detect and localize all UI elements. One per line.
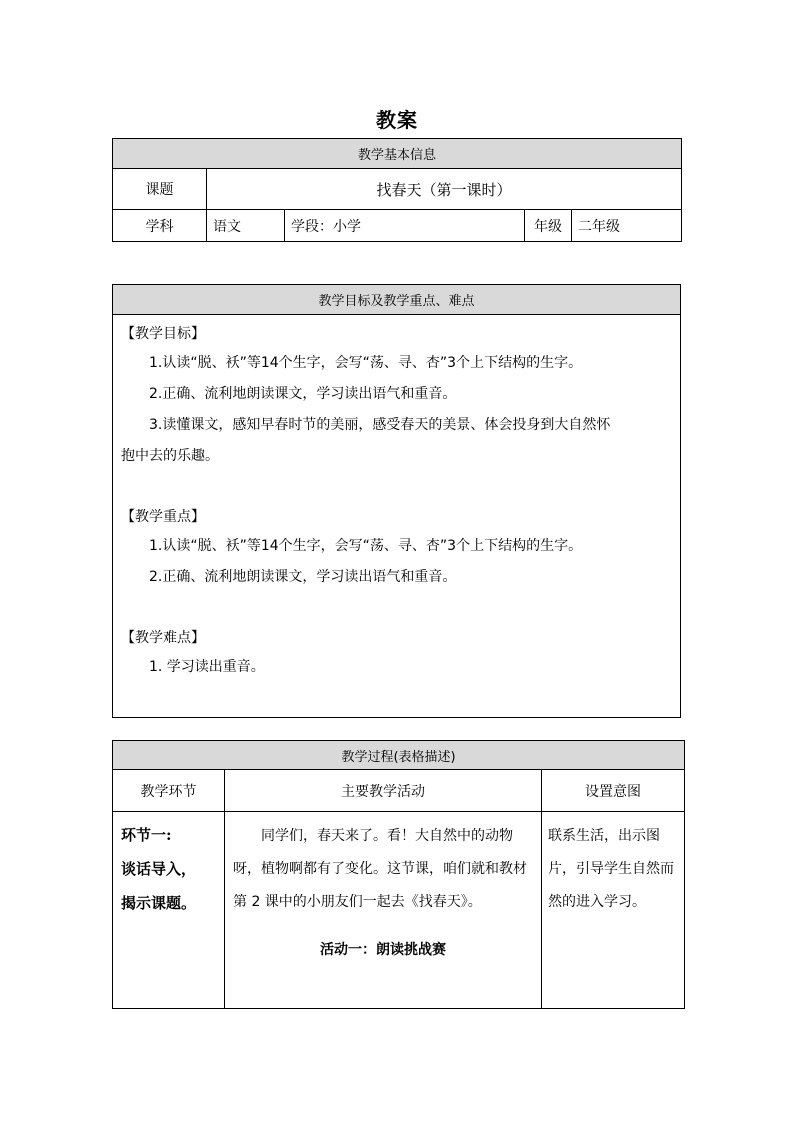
topic-value: 找春天（第一课时）	[207, 169, 682, 210]
phase-line: 揭示课题。	[121, 894, 197, 912]
subject-value: 语文	[207, 210, 285, 242]
key-point-item: 2.正确、流利地朗读课文，学习读出语气和重音。	[149, 569, 457, 585]
goals-title: 【教学目标】	[121, 326, 205, 342]
goal-item: 2.正确、流利地朗读课文，学习读出语气和重音。	[149, 386, 457, 402]
phase-line: 谈话导入，	[121, 860, 197, 878]
table-row	[113, 812, 685, 1009]
goal-item: 1.认读“脱、袄”等14个生字，会写“荡、寻、杏”3个上下结构的生字。	[149, 355, 583, 371]
process-header: 教学过程(表格描述)	[113, 741, 685, 770]
subject-label: 学科	[113, 210, 207, 242]
activity-subtitle: 活动一：朗读挑战赛	[320, 942, 446, 958]
intent-cell: 联系生活，出示图片，引导学生自然而然的进入学习。	[542, 812, 685, 1009]
difficult-points-title: 【教学难点】	[121, 630, 205, 646]
objectives-table	[112, 284, 681, 718]
objectives-header: 教学目标及教学重点、难点	[113, 285, 681, 315]
phase-line: 环节一:	[121, 826, 172, 844]
difficult-point-item: 1. 学习读出重音。	[149, 659, 265, 675]
goal-item: 3.读懂课文，感知早春时节的美丽，感受春天的美景、体会投身到大自然怀	[149, 417, 611, 433]
activity-text: 同学们，春天来了。看！大自然中的动物呀，植物啊都有了变化。这节课，咱们就和教材第 2 课中的小朋友们一起去《找春天》。	[233, 828, 527, 910]
col-phase-header: 教学环节	[113, 770, 225, 812]
objectives-content	[113, 315, 681, 718]
activity-cell	[225, 812, 542, 1009]
phase-cell	[113, 812, 225, 1009]
grade-label: 年级	[525, 210, 572, 242]
process-table	[112, 740, 685, 1009]
col-intent-header: 设置意图	[542, 770, 685, 812]
basic-info-header: 教学基本信息	[113, 139, 682, 169]
stage-value: 学段：小学	[285, 210, 525, 242]
grade-value: 二年级	[572, 210, 682, 242]
document-title: 教案	[376, 108, 418, 132]
col-activity-header: 主要教学活动	[225, 770, 542, 812]
key-point-item: 1.认读“脱、袄”等14个生字，会写“荡、寻、杏”3个上下结构的生字。	[149, 538, 583, 554]
basic-info-table	[112, 138, 682, 242]
goal-item-continued: 抱中去的乐趣。	[121, 448, 219, 464]
topic-label: 课题	[113, 169, 207, 210]
key-points-title: 【教学重点】	[121, 509, 205, 525]
